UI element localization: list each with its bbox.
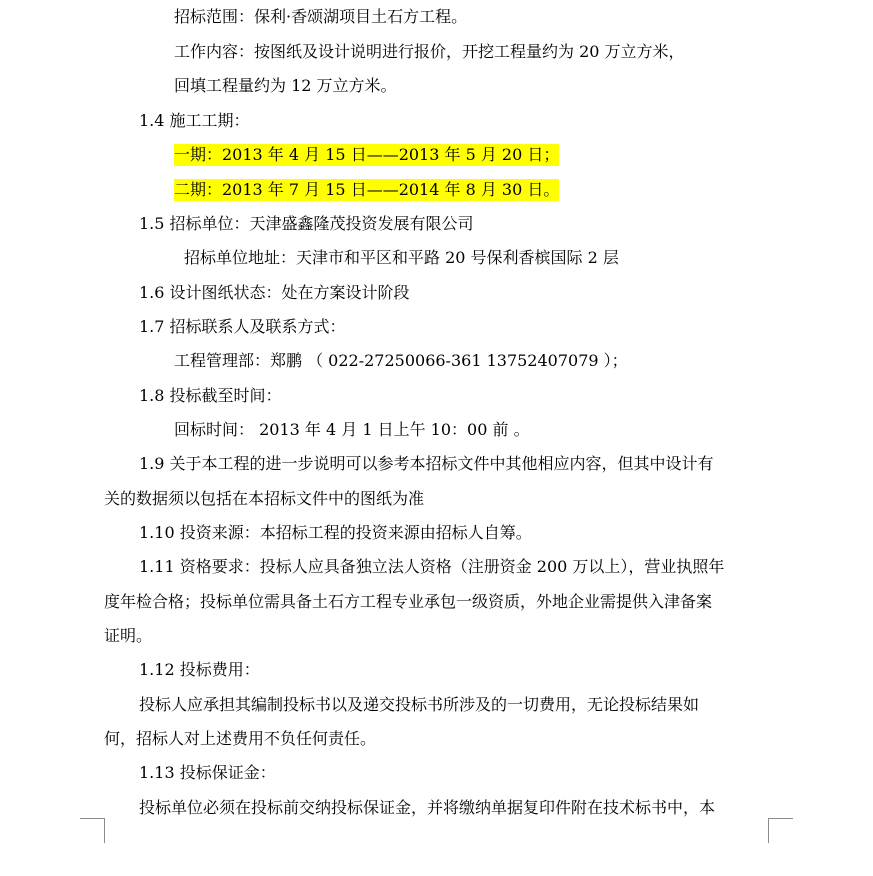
section-1-11-line-2: 度年检合格；投标单位需具备土石方工程专业承包一级资质，外地企业需提供入津备案: [104, 592, 713, 611]
section-1-6-line: 1.6 设计图纸状态：处在方案设计阶段: [139, 283, 410, 302]
section-1-9-line-2: 关的数据须以包括在本招标文件中的图纸为准: [104, 489, 425, 508]
work-content-line: 工作内容：按图纸及设计说明进行报价，开挖工程量约为 20 万立方米，: [174, 42, 685, 61]
contact-line: 工程管理部：郑鹏 （ 022-27250066-361 13752407079 ）；: [174, 351, 628, 370]
section-1-7-heading: 1.7 招标联系人及联系方式：: [139, 317, 346, 336]
section-1-4-heading: 1.4 施工工期：: [139, 111, 250, 130]
backfill-line: 回填工程量约为 12 万立方米。: [174, 76, 397, 95]
section-1-9-line-1: 1.9 关于本工程的进一步说明可以参考本招标文件中其他相应内容，但其中设计有: [139, 454, 714, 473]
phase-one-line: 一期：2013 年 4 月 15 日——2013 年 5 月 20 日；: [174, 145, 560, 164]
section-1-12-line-2: 何，招标人对上述费用不负任何责任。: [104, 729, 377, 748]
section-1-11-line-3: 证明。: [104, 626, 153, 645]
section-1-8-heading: 1.8 投标截至时间：: [139, 386, 282, 405]
section-1-13-heading: 1.13 投标保证金：: [139, 763, 276, 782]
section-1-12-line-1: 投标人应承担其编制投标书以及递交投标书所涉及的一切费用，无论投标结果如: [139, 695, 700, 714]
section-1-11-line-1: 1.11 资格要求：投标人应具备独立法人资格（注册资金 200 万以上），营业执照年: [139, 557, 725, 576]
section-1-5-line: 1.5 招标单位：天津盛鑫隆茂投资发展有限公司: [139, 214, 474, 233]
page-corner-mark-left: [80, 818, 105, 843]
return-time-line: 回标时间： 2013 年 4 月 1 日上午 10：00 前 。: [174, 420, 530, 439]
section-1-10-line: 1.10 投资来源：本招标工程的投资来源由招标人自筹。: [139, 523, 532, 542]
phase-two-line: 二期：2013 年 7 月 15 日——2014 年 8 月 30 日。: [174, 180, 560, 199]
scope-line: 招标范围：保利·香颂湖项目土石方工程。: [174, 7, 468, 26]
section-1-13-line-1: 投标单位必须在投标前交纳投标保证金，并将缴纳单据复印件附在技术标书中，本: [139, 798, 716, 817]
section-1-12-heading: 1.12 投标费用：: [139, 660, 260, 679]
tender-address-line: 招标单位地址：天津市和平区和平路 20 号保利香槟国际 2 层: [184, 248, 619, 267]
page-corner-mark-right: [768, 818, 793, 843]
